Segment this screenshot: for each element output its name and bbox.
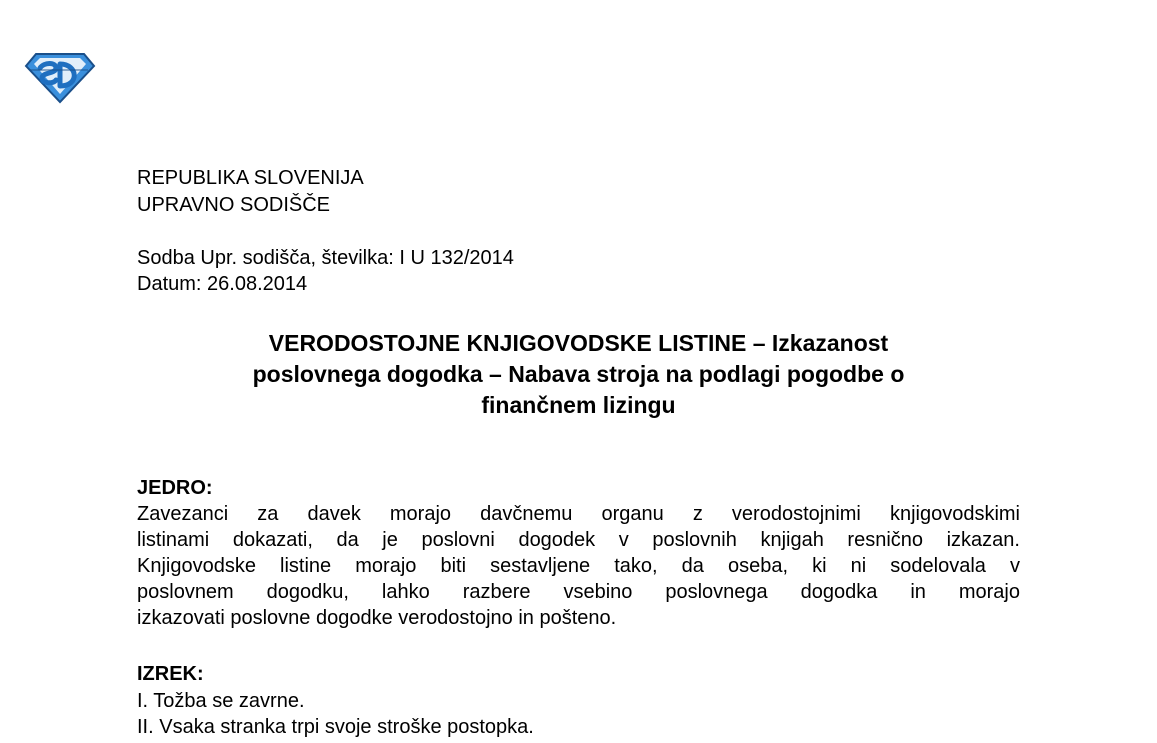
court-name: UPRAVNO SODIŠČE xyxy=(137,194,330,216)
jedro-heading: JEDRO: xyxy=(137,477,213,499)
paragraph-line: poslovnem dogodku, lahko razbere vsebino poslovnega dogodka in morajo xyxy=(137,581,1020,603)
sd-shield-logo xyxy=(22,50,96,104)
judgment-date: Datum: 26.08.2014 xyxy=(137,273,308,295)
jedro-paragraph xyxy=(137,501,1020,631)
izrek-item: II. Vsaka stranka trpi svoje stroške postopka. xyxy=(137,716,534,738)
paragraph-line: Knjigovodske listine morajo biti sestavljene tako, da oseba, ki ni sodelovala v xyxy=(137,555,1020,577)
paragraph-line: Zavezanci za davek morajo davčnemu organu z verodostojnimi knjigovodskimi xyxy=(137,503,1020,525)
izrek-item: I. Tožba se zavrne. xyxy=(137,690,305,712)
title-line: finančnem lizingu xyxy=(481,392,676,418)
case-number: Sodba Upr. sodišča, številka: I U 132/2014 xyxy=(137,247,514,269)
izrek-heading: IZREK: xyxy=(137,663,204,685)
paragraph-line: listinami dokazati, da je poslovni dogodek v poslovnih knjigah resnično izkazan. xyxy=(137,529,1020,551)
paragraph-line: izkazovati poslovne dogodke verodostojno in pošteno. xyxy=(137,607,617,629)
title-line: poslovnega dogodka – Nabava stroja na podlagi pogodbe o xyxy=(252,361,905,387)
country-name: REPUBLIKA SLOVENIJA xyxy=(137,167,364,189)
title-line: VERODOSTOJNE KNJIGOVODSKE LISTINE – Izkazanost xyxy=(268,330,889,356)
document-title xyxy=(137,328,1020,421)
